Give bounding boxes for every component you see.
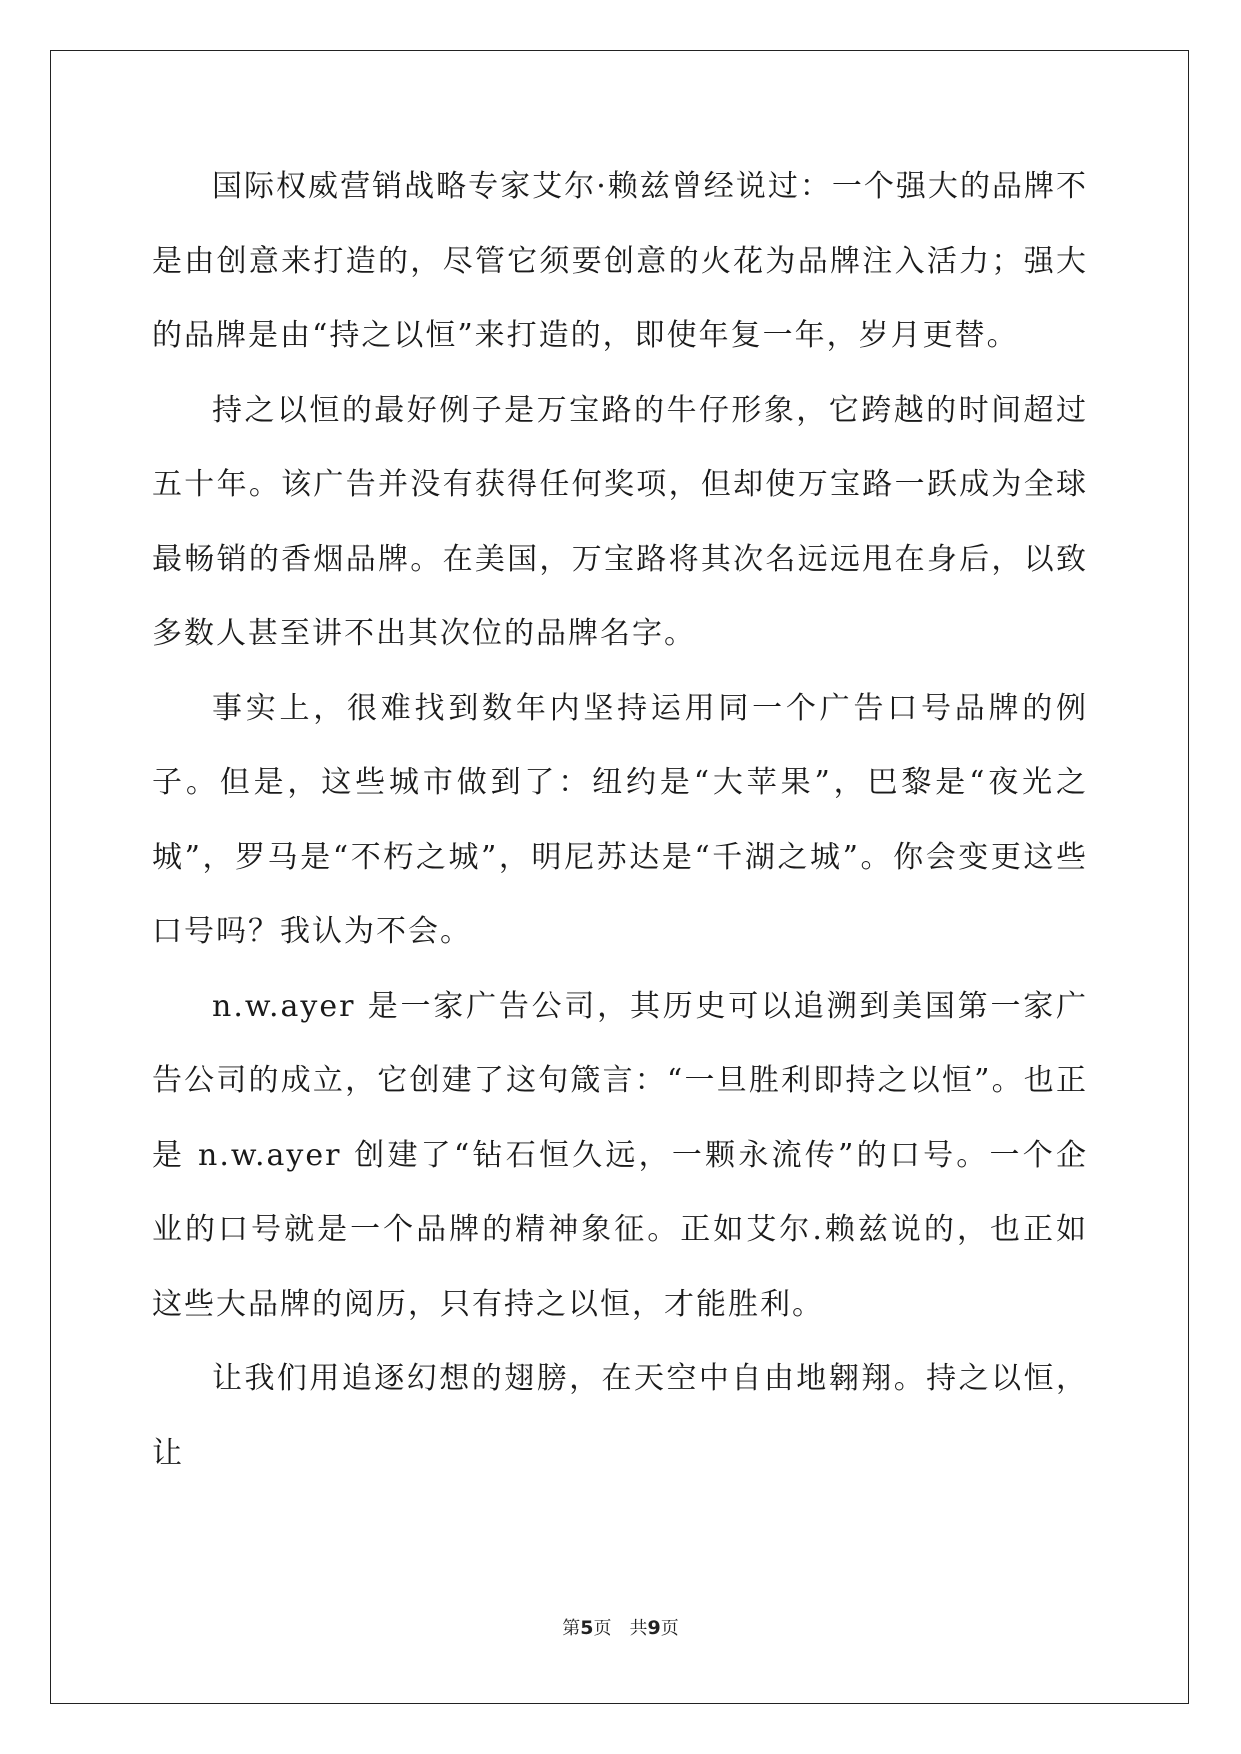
page-total: 9 xyxy=(647,1617,661,1639)
page-number: 5 xyxy=(580,1617,594,1639)
page-footer xyxy=(0,1616,1241,1641)
total-suffix: 页 xyxy=(660,1618,679,1639)
paragraph: n.w.ayer 是一家广告公司，其历史可以追溯到美国第一家广告公司的成立，它创建了这句箴言：“一旦胜利即持之以恒”。也正是 n.w.ayer 创建了“钻石恒久远，一颗永流传”的口号。一个企业的口号就是一个品牌的精神象征。正如艾尔.赖兹说的，也正如这些大品牌的阅历，只有持之以恒，才能胜利。 xyxy=(152,988,1088,1322)
paragraph: 持之以恒的最好例子是万宝路的牛仔形象，它跨越的时间超过五十年。该广告并没有获得任何奖项，但却使万宝路一跃成为全球最畅销的香烟品牌。在美国，万宝路将其次名远远甩在身后，以致多数人甚至讲不出其次位的品牌名字。 xyxy=(152,392,1088,651)
total-prefix: 共 xyxy=(629,1618,648,1639)
document-body xyxy=(152,150,1088,1491)
page-prefix: 第 xyxy=(562,1618,581,1639)
paragraph: 让我们用追逐幻想的翅膀，在天空中自由地翱翔。持之以恒，让 xyxy=(152,1361,1088,1471)
paragraph: 事实上，很难找到数年内坚持运用同一个广告口号品牌的例子。但是，这些城市做到了：纽约是“大苹果”，巴黎是“夜光之城”，罗马是“不朽之城”，明尼苏达是“千湖之城”。你会变更这些口号吗？我认为不会。 xyxy=(152,690,1088,949)
paragraph: 国际权威营销战略专家艾尔·赖兹曾经说过：一个强大的品牌不是由创意来打造的，尽管它须要创意的火花为品牌注入活力；强大的品牌是由“持之以恒”来打造的，即使年复一年，岁月更替。 xyxy=(152,169,1088,353)
page-suffix: 页 xyxy=(593,1618,612,1639)
